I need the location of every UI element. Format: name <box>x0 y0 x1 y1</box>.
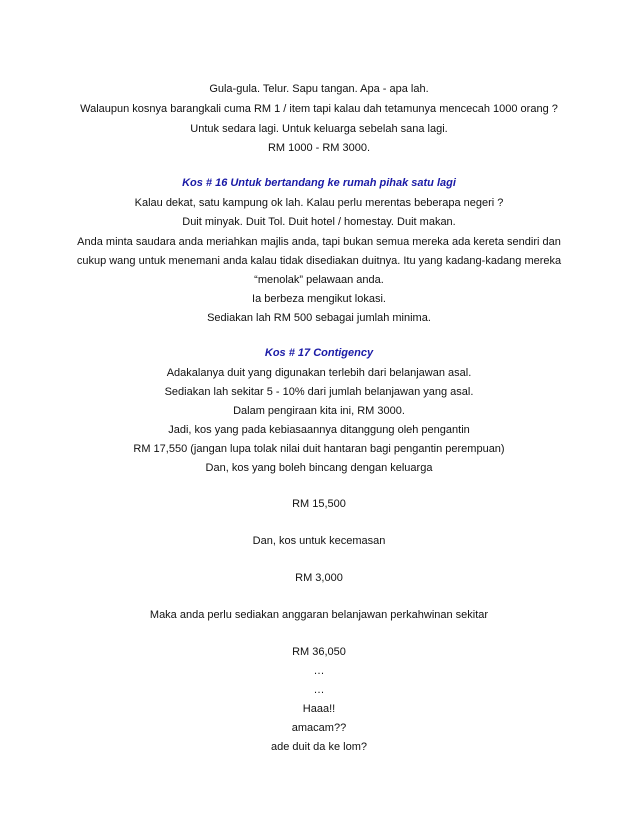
body-text-line: Sediakan lah sekitar 5 - 10% dari jumlah belanjawan yang asal. <box>164 386 474 398</box>
closing-line: amacam?? <box>291 722 347 734</box>
body-text-line: Duit minyak. Duit Tol. Duit hotel / homestay. Duit makan. <box>182 216 456 228</box>
closing-line: ade duit da ke lom? <box>270 741 367 753</box>
ellipsis: … <box>313 684 325 696</box>
emergency-cost-label: Dan, kos untuk kecemasan <box>252 535 386 547</box>
grand-total-amount: RM 36,050 <box>292 646 346 658</box>
body-text-line: Adakalanya duit yang digunakan terlebih dari belanjawan asal. <box>166 367 472 379</box>
ellipsis: … <box>313 665 325 677</box>
body-text-line: Ia berbeza mengikut lokasi. <box>252 293 386 305</box>
section-heading-kos-17: Kos # 17 Contigency <box>264 347 374 359</box>
body-text-line: Gula-gula. Telur. Sapu tangan. Apa - apa lah. <box>209 83 429 95</box>
body-text-line: Jadi, kos yang pada kebiasaannya ditanggung oleh pengantin <box>168 424 470 436</box>
body-text-line: Anda minta saudara anda meriahkan majlis anda, tapi bukan semua mereka ada kereta sendiri dan <box>77 236 561 248</box>
body-text-line: Sediakan lah RM 500 sebagai jumlah minima. <box>207 312 431 324</box>
body-text-line: “menolak” pelawaan anda. <box>254 274 384 286</box>
body-text-line: RM 17,550 (jangan lupa tolak nilai duit hantaran bagi pengantin perempuan) <box>133 443 505 455</box>
body-text-line: Kalau dekat, satu kampung ok lah. Kalau perlu merentas beberapa negeri ? <box>134 197 504 209</box>
family-cost-amount: RM 15,500 <box>292 498 346 510</box>
body-text-line: Untuk sedara lagi. Untuk keluarga sebelah sana lagi. <box>190 123 448 135</box>
budget-summary-label: Maka anda perlu sediakan anggaran belanjawan perkahwinan sekitar <box>149 609 489 621</box>
body-text-line: Walaupun kosnya barangkali cuma RM 1 / item tapi kalau dah tetamunya mencecah 1000 orang ? <box>80 103 558 115</box>
closing-line: Haaa!! <box>302 703 336 715</box>
body-text-line: Dan, kos yang boleh bincang dengan keluarga <box>205 462 433 474</box>
cost-range: RM 1000 - RM 3000. <box>267 142 371 154</box>
section-heading-kos-16: Kos # 16 Untuk bertandang ke rumah pihak satu lagi <box>182 177 456 189</box>
body-text-line: cukup wang untuk menemani anda kalau tidak disediakan duitnya. Itu yang kadang-kadang mereka <box>76 255 562 267</box>
body-text-line: Dalam pengiraan kita ini, RM 3000. <box>233 405 405 417</box>
emergency-cost-amount: RM 3,000 <box>295 572 343 584</box>
